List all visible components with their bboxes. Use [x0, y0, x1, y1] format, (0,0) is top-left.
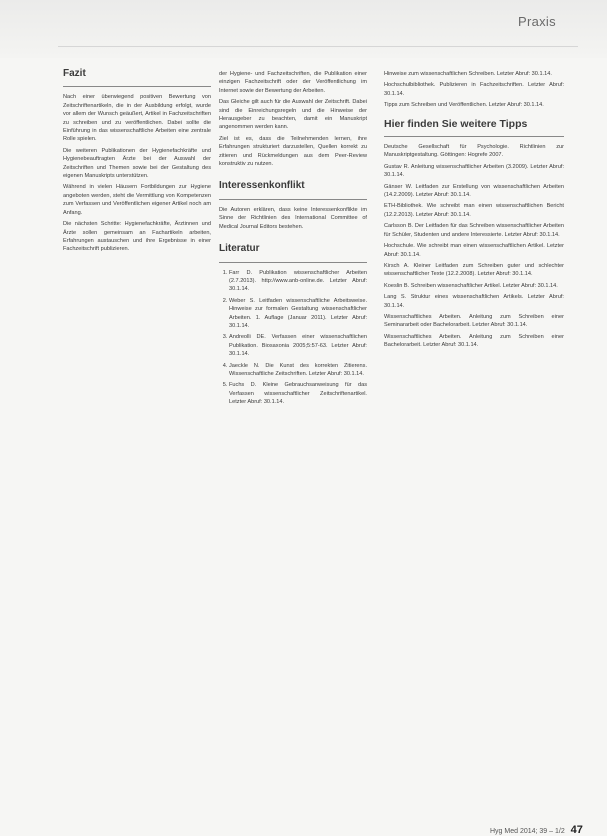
column-1 [63, 70, 211, 257]
heading-rule [219, 262, 367, 263]
reference-list-continued [384, 70, 564, 110]
tips-list [384, 143, 564, 350]
tip-item: Wissenschaftliches Arbeiten. Anleitung zum Schreiben einer Bachelorarbeit. Letzter Abruf: 30.1.14. [384, 333, 564, 349]
reference-list [219, 269, 367, 407]
heading-rule [384, 136, 564, 137]
heading-rule [219, 199, 367, 200]
paragraph: Die weiteren Publikationen der Hygienefachkräfte und Hygienebeauftragten Ärzte bei der Auswahl der Zeitschriften und Themen sowie bei der Gestaltung des eigenen Manuskripts unterstützen. [63, 147, 211, 180]
tip-item: ETH-Bibliothek. Wie schreibt man einen wissenschaftlichen Bericht (12.2.2013). Letzter Abruf: 30.1.14. [384, 203, 564, 218]
tip-item: Koeslin B. Schreiben wissenschaftlicher Artikel. Letzter Abruf: 30.1.14. [384, 282, 558, 289]
literatur-heading: Literatur [219, 243, 260, 255]
tip-item: Gustav R. Anleitung wissenschaftlicher Arbeiten (3.2009). Letzter Abruf: 30.1.14. [384, 163, 564, 179]
reference-item: 2. Weber S. Leitfaden wissenschaftliche Arbeitsweise. Hinweise zur formalen Gestaltung wissenschaftlicher Arbeiten. 1. Auflage (Januar 2011). Letzter Abruf: 30.1.14. [229, 297, 367, 331]
reference-item: 4. Jaeckle N. Die Kunst des korrekten Zitierens. Wissenschaftliche Zeitschriften. Letzter Abruf: 30.1.14. [229, 362, 367, 379]
page-number: 47 [570, 824, 583, 836]
reference-item: 3. Andreolli DE. Verfassen einer wissenschaftlichen Publikation. Biosaxonia 2005;5:57-63. Letzter Abruf: 30.1.14. [229, 333, 367, 358]
conflict-heading: Interessenkonflikt [219, 180, 305, 192]
fazit-heading: Fazit [63, 68, 86, 79]
section-label: Praxis [518, 14, 556, 29]
paragraph: Während in vielen Häusern Fortbildungen zur Hygiene angeboten werden, steht die Vermittlung von Kompetenzen zum Verfassen und Veröffentlichen eigener Artikel noch am Anfang. [63, 184, 211, 216]
header-rule [58, 46, 578, 47]
tip-item: Hochschule. Wie schreibt man einen wissenschaftlichen Artikel. Letzter Abruf: 30.1.14. [384, 243, 564, 258]
reference-item: 5. Fuchs D. Kleine Gebrauchsanweisung für das Verfassen wissenschaftlicher Zeitschriftenartikel. Letzter Abruf: 30.1.14. [229, 381, 367, 406]
journal-citation: Hyg Med 2014; 39 – 1/2 [490, 828, 565, 835]
reference-item: Hochschulbibliothek. Publizieren in Fachzeitschriften. Letzter Abruf: 30.1.14. [384, 82, 564, 97]
page-header [0, 0, 607, 58]
column-3 [384, 70, 564, 353]
heading-rule [63, 86, 211, 87]
reference-item: Hinweise zum wissenschaftlichen Schreiben. Letzter Abruf: 30.1.14. [384, 71, 552, 77]
paragraph: der Hygiene- und Fachzeitschriften, die Publikation einer einzigen Fachzeitschrift oder der Veröffentlichung im Internet sowie der Bewertung der Arbeiten. [219, 71, 367, 94]
tips-heading: Hier finden Sie weitere Tipps [384, 117, 528, 130]
tip-item: Deutsche Gesellschaft für Psychologie. Richtlinien zur Manuskriptgestaltung. Göttingen: Hogrefe 2007. [384, 144, 564, 159]
paragraph: Das Gleiche gilt auch für die Auswahl der Zeitschrift. Dabei sind die Einreichungsregeln und die Hinweise der Herausgeber zu beachten, damit ein Manuskript angenommen werden kann. [219, 99, 367, 131]
tip-item: Carlsson B. Der Leitfaden für das Schreiben wissenschaftlicher Arbeiten für Schüler, Studenten und andere Interessierte. Letzter Abruf: 30.1.14. [384, 223, 564, 238]
reference-item: 1. Farr D. Publikation wissenschaftlicher Arbeiten (2.7.2013). http://www.anb-online.de. Letzter Abruf: 30.1.14. [229, 269, 367, 294]
tip-item: Kirsch A. Kleiner Leitfaden zum Schreiben guter und schlechter wissenschaftlicher Texte (12.2.2008). Letzter Abruf: 30.1.14. [384, 262, 564, 278]
paragraph: Die nächsten Schritte: Hygienefachkräfte, Ärztinnen und Ärzte sollen gemeinsam an Fachartikeln arbeiten, Erfahrungen austauschen und ihre Ergebnisse in einer Fachzeitschrift publizieren. [63, 221, 211, 253]
paragraph: Ziel ist es, dass die Teilnehmenden lernen, ihre Erfahrungen strukturiert darzustellen, Quellen korrekt zu zitieren und Rückmeldungen aus dem Peer-Review konstruktiv zu nutzen. [219, 135, 367, 168]
tip-item: Wissenschaftliches Arbeiten. Anleitung zum Schreiben einer Seminararbeit oder Bachelorarbeit. Letzter Abruf: 30.1.14. [384, 313, 564, 329]
page-footer [490, 824, 583, 836]
tip-item: Gänser W. Leitfaden zur Erstellung von wissenschaftlichen Arbeiten (14.2.2009). Letzter Abruf: 30.1.14. [384, 183, 564, 199]
paragraph: Nach einer überwiegend positiven Bewertung von Zeitschriftenartikeln, die in der Ausbildung erfolgt, wurde vor allem der Wunsch geäußert, Artikel in Fachzeitschriften zu schreiben und zu veröffentlichen. Dabei sollte die Einführung in das wissenschaftliche Arbeiten eine zentrale Rolle spielen. [63, 94, 211, 143]
column-2 [219, 70, 367, 410]
tip-item: Lang S. Struktur eines wissenschaftlichen Artikels. Letzter Abruf: 30.1.14. [384, 294, 564, 309]
reference-item: Tipps zum Schreiben und Veröffentlichen. Letzter Abruf: 30.1.14. [384, 102, 544, 109]
conflict-text: Die Autoren erklären, dass keine Interessenkonflikte im Sinne der Richtlinien des International Committee of Medical Journal Editors bestehen. [219, 206, 367, 230]
